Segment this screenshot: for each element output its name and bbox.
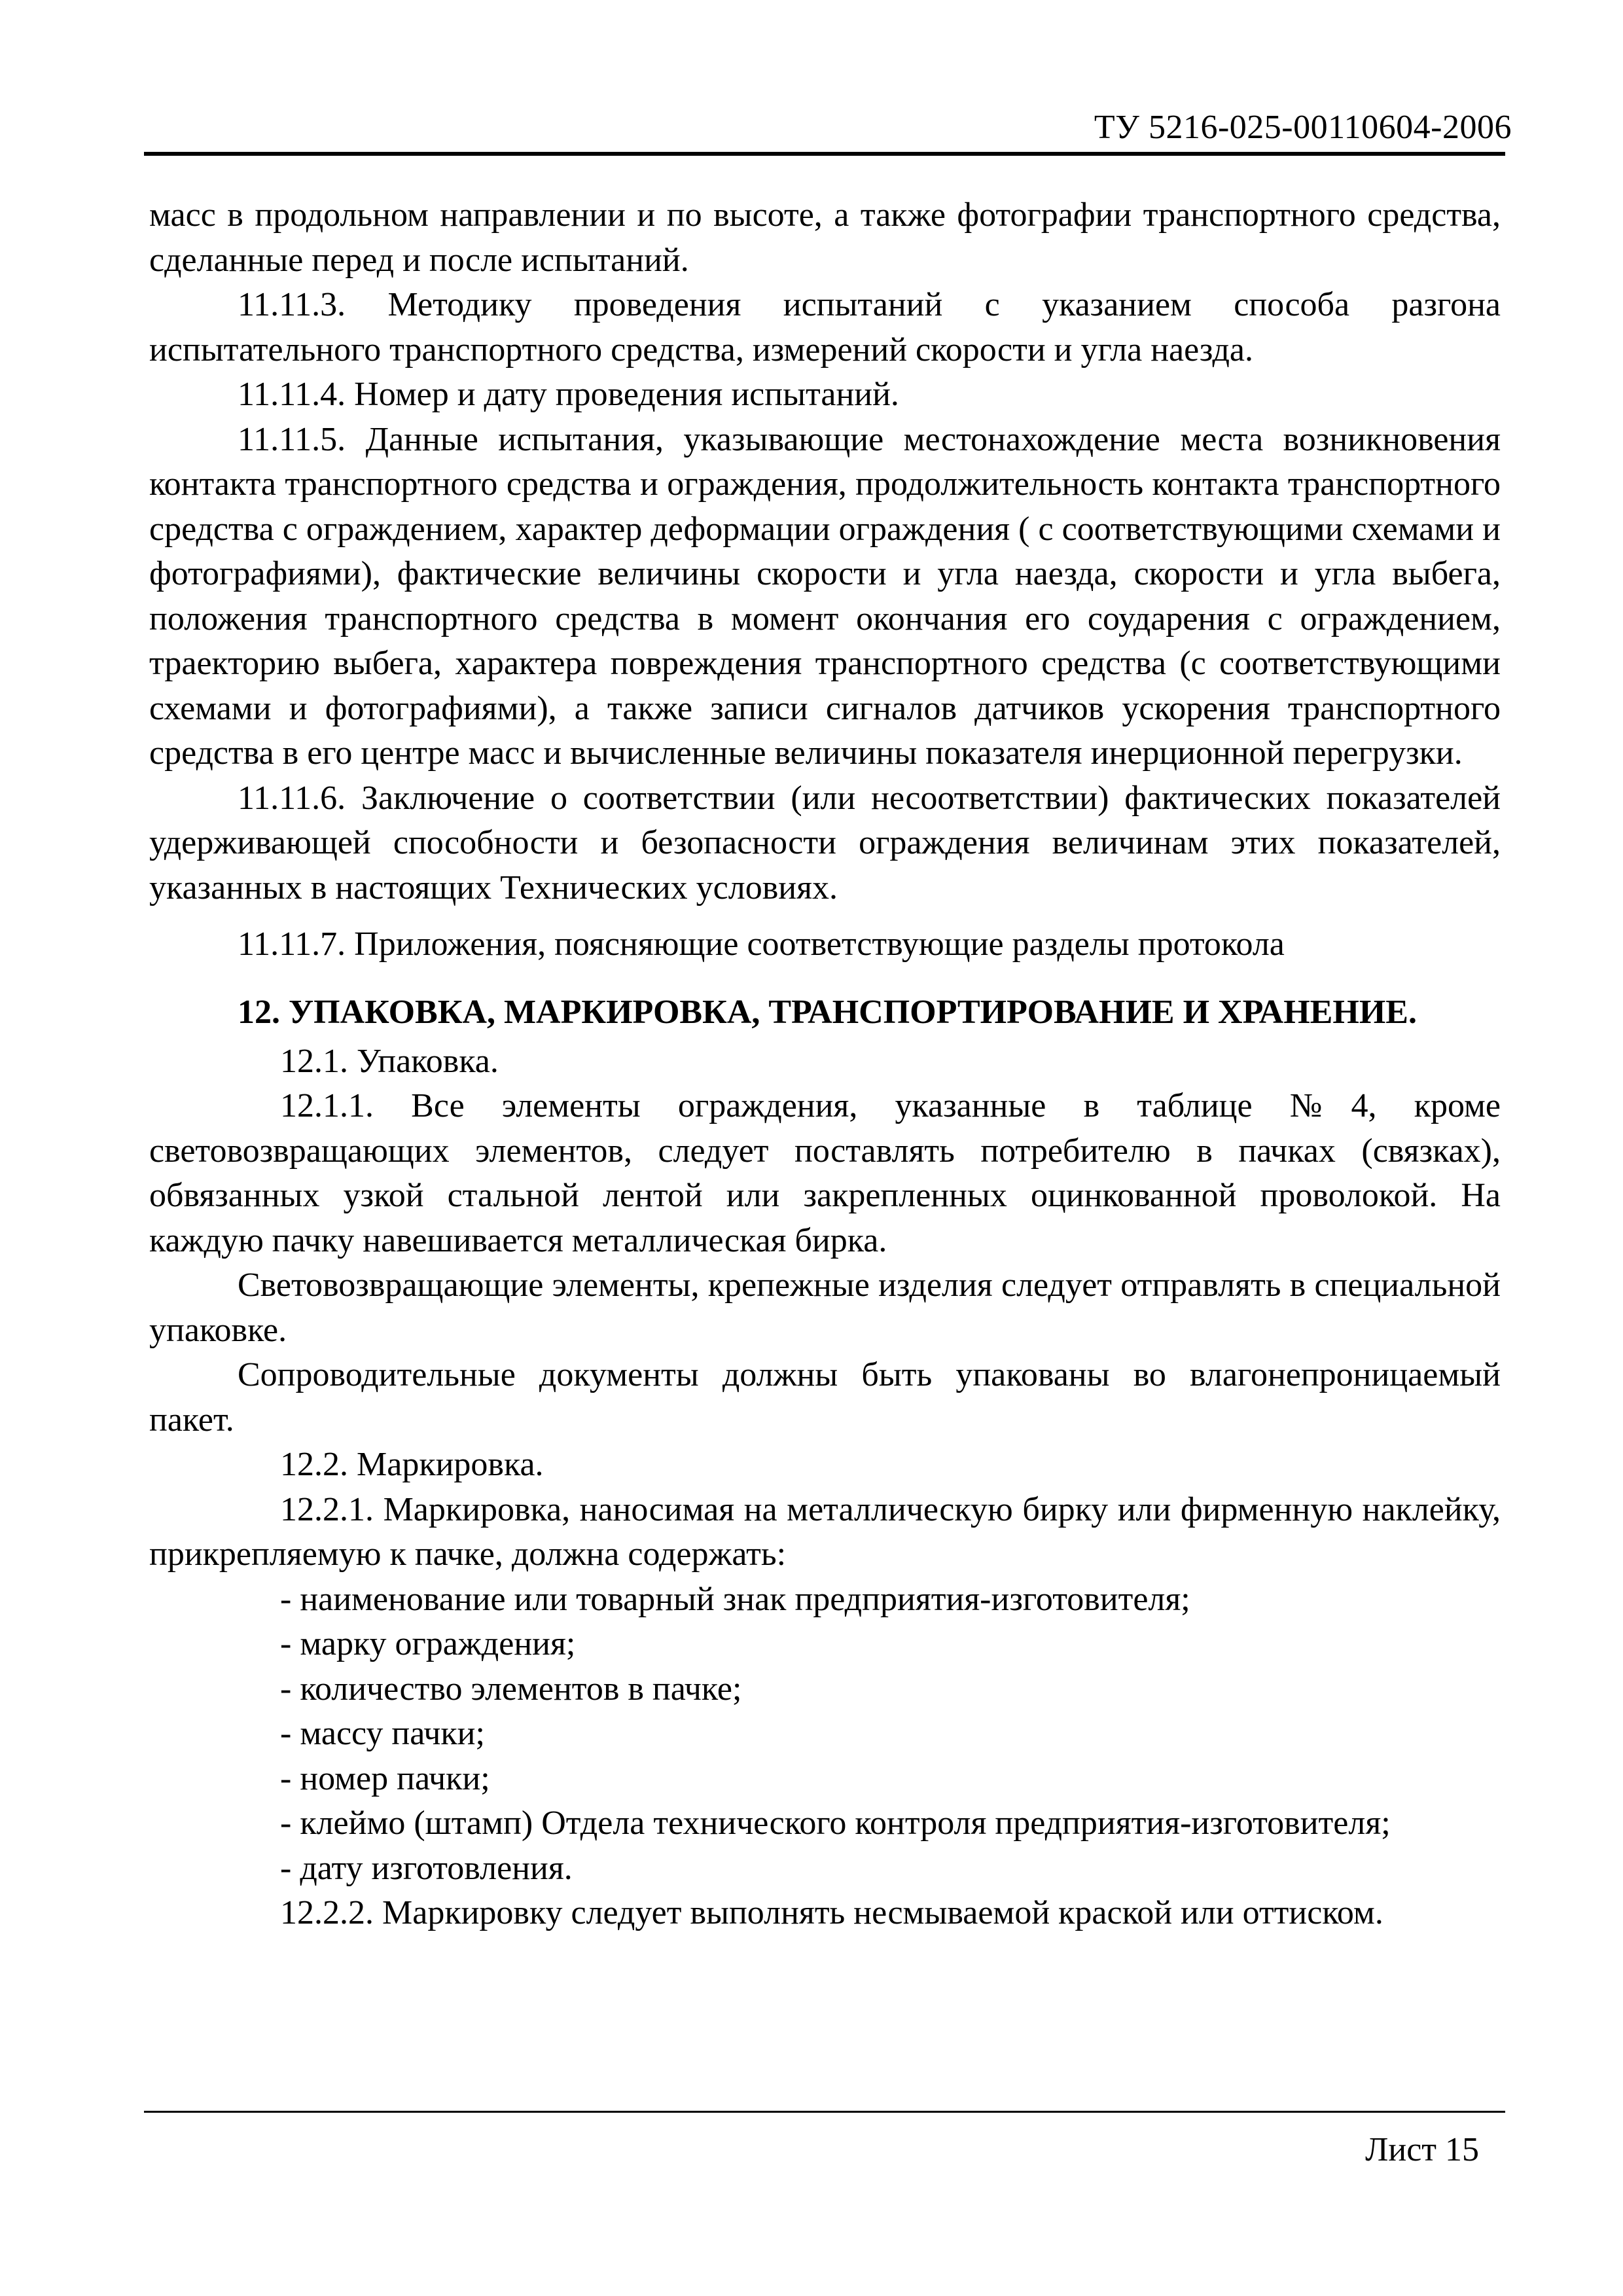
list-item: - количество элементов в пачке; — [280, 1670, 742, 1708]
document-body — [149, 193, 1501, 1936]
paragraph: 12.2.2. Маркировку следует выполнять несмываемой краской или оттиском. — [280, 1894, 1383, 1931]
document-code: ТУ 5216-025-00110604-2006 — [1094, 109, 1512, 146]
paragraph: 11.11.6. Заключение о соответствии (или несоответствии) фактических показателей удерживающей способности и безопасности ограждения величинам этих показателей, указанных в настоящих Технических условиях. — [149, 779, 1501, 906]
paragraph: 11.11.7. Приложения, поясняющие соответствующие разделы протокола — [238, 925, 1285, 963]
list-item: - номер пачки; — [280, 1759, 490, 1797]
sheet-number: Лист 15 — [1365, 2131, 1479, 2168]
list-item: - наименование или товарный знак предприятия-изготовителя; — [280, 1580, 1190, 1618]
paragraph: 12.2. Маркировка. — [280, 1446, 544, 1483]
paragraph: Световозвращающие элементы, крепежные изделия следует отправлять в специальной упаковке. — [149, 1266, 1501, 1349]
paragraph: 12.1.1. Все элементы ограждения, указанные в таблице №4, кроме световозвращающих элементов, следует поставлять потребителю в пачках (связках), обвязанных узкой стальной лентой или закрепленных оцинкованной проволокой. На каждую пачку навешивается металлическая бирка. — [149, 1087, 1501, 1259]
paragraph: Сопроводительные документы должны быть упакованы во влагонепроницаемый пакет. — [149, 1356, 1501, 1439]
paragraph: 11.11.3. Методику проведения испытаний с указанием способа разгона испытательного транспортного средства, измерений скорости и угла наезда. — [149, 286, 1501, 368]
section-heading: 12. УПАКОВКА, МАРКИРОВКА, ТРАНСПОРТИРОВАНИЕ И ХРАНЕНИЕ. — [238, 993, 1417, 1031]
list-item: - марку ограждения; — [280, 1625, 576, 1662]
list-item: - клеймо (штамп) Отдела технического контроля предприятия-изготовителя; — [280, 1804, 1391, 1842]
paragraph: 11.11.5. Данные испытания, указывающие местонахождение места возникновения контакта транспортного средства и ограждения, продолжительность контакта транспортного средства с ограждением, характер деформации ограждения ( с соответствующими схемами и фотографиями), фактические величины скорости и угла наезда, скорости и угла выбега, положения транспортного средства в момент окончания его соударения с ограждением, траекторию выбега, характера повреждения транспортного средства (с соответствующими схемами и фотографиями), а также записи сигналов датчиков ускорения транспортного средства в его центре масс и вычисленные величины показателя инерционной перегрузки. — [149, 420, 1501, 772]
paragraph: масс в продольном направлении и по высоте, а также фотографии транспортного средства, сделанные перед и после испытаний. — [149, 196, 1501, 279]
paragraph: 12.1. Упаковка. — [280, 1042, 499, 1080]
list-item: - массу пачки; — [280, 1715, 485, 1752]
header-rule — [144, 152, 1505, 156]
footer-rule — [144, 2111, 1505, 2113]
paragraph: 11.11.4. Номер и дату проведения испытаний. — [238, 376, 899, 413]
list-item: - дату изготовления. — [280, 1849, 573, 1887]
paragraph: 12.2.1. Маркировка, наносимая на металлическую бирку или фирменную наклейку, прикрепляемую к пачке, должна содержать: — [149, 1490, 1501, 1573]
